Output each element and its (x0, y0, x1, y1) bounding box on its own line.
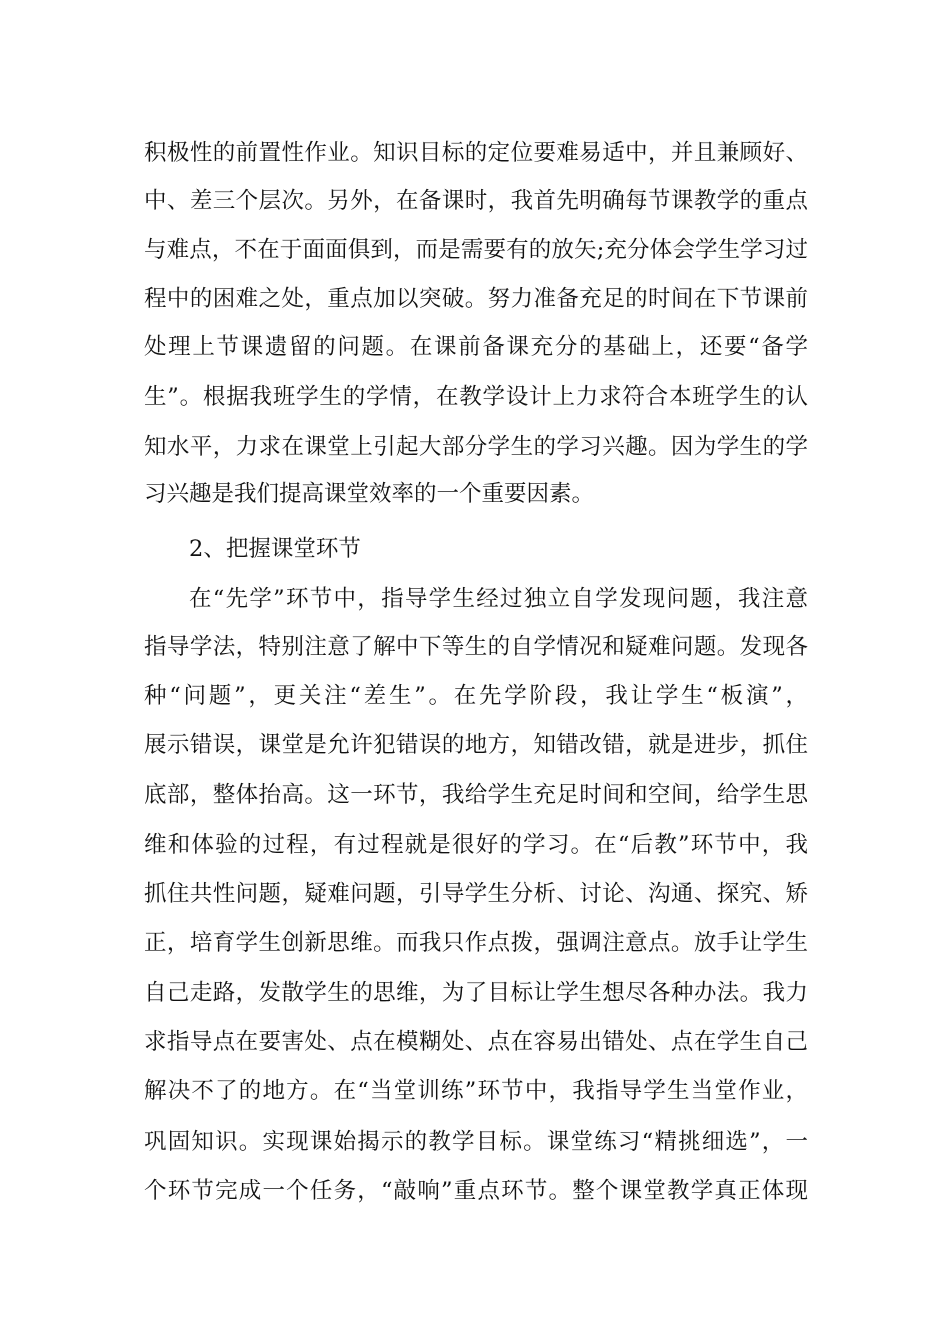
text-line: 个环节完成一个任务，“敲响”重点环节。整个课堂教学真正体现 (144, 1178, 808, 1204)
text-line: 中、差三个层次。另外，在备课时，我首先明确每节课教学的重点 (144, 188, 808, 214)
text-line: 知水平，力求在课堂上引起大部分学生的学习兴趣。因为学生的学 (144, 434, 808, 460)
text-line: 底部，整体抬高。这一环节，我给学生充足时间和空间，给学生思 (144, 782, 808, 808)
text-line: 生”。根据我班学生的学情，在教学设计上力求符合本班学生的认 (144, 384, 808, 410)
section-heading: 2、把握课堂环节 (189, 536, 361, 562)
text-line: 在“先学”环节中，指导学生经过独立自学发现问题，我注意 (189, 586, 808, 612)
text-line: 指导学法，特别注意了解中下等生的自学情况和疑难问题。发现各 (144, 634, 808, 660)
text-line: 习兴趣是我们提高课堂效率的一个重要因素。 (144, 481, 595, 507)
text-line: 与难点，不在于面面俱到，而是需要有的放矢;充分体会学生学习过 (144, 237, 808, 263)
text-line: 程中的困难之处，重点加以突破。努力准备充足的时间在下节课前 (144, 286, 808, 312)
text-line: 展示错误，课堂是允许犯错误的地方，知错改错，就是进步，抓住 (144, 732, 808, 758)
text-line: 处理上节课遗留的问题。在课前备课充分的基础上，还要“备学 (144, 334, 808, 360)
text-line: 求指导点在要害处、点在模糊处、点在容易出错处、点在学生自己 (144, 1029, 808, 1055)
text-line: 维和体验的过程，有过程就是很好的学习。在“后教”环节中，我 (144, 832, 808, 858)
text-line: 自己走路，发散学生的思维，为了目标让学生想尽各种办法。我力 (144, 980, 808, 1006)
text-line: 积极性的前置性作业。知识目标的定位要难易适中，并且兼顾好、 (144, 140, 808, 166)
text-line: 正，培育学生创新思维。而我只作点拨，强调注意点。放手让学生 (144, 930, 808, 956)
text-line: 巩固知识。实现课始揭示的教学目标。课堂练习“精挑细选”，一 (144, 1129, 808, 1155)
text-line: 解决不了的地方。在“当堂训练”环节中，我指导学生当堂作业， (144, 1078, 808, 1104)
text-line: 抓住共性问题，疑难问题，引导学生分析、讨论、沟通、探究、矫 (144, 881, 808, 907)
text-line: 种“问题”，更关注“差生”。在先学阶段，我让学生“板演”， (144, 683, 808, 709)
